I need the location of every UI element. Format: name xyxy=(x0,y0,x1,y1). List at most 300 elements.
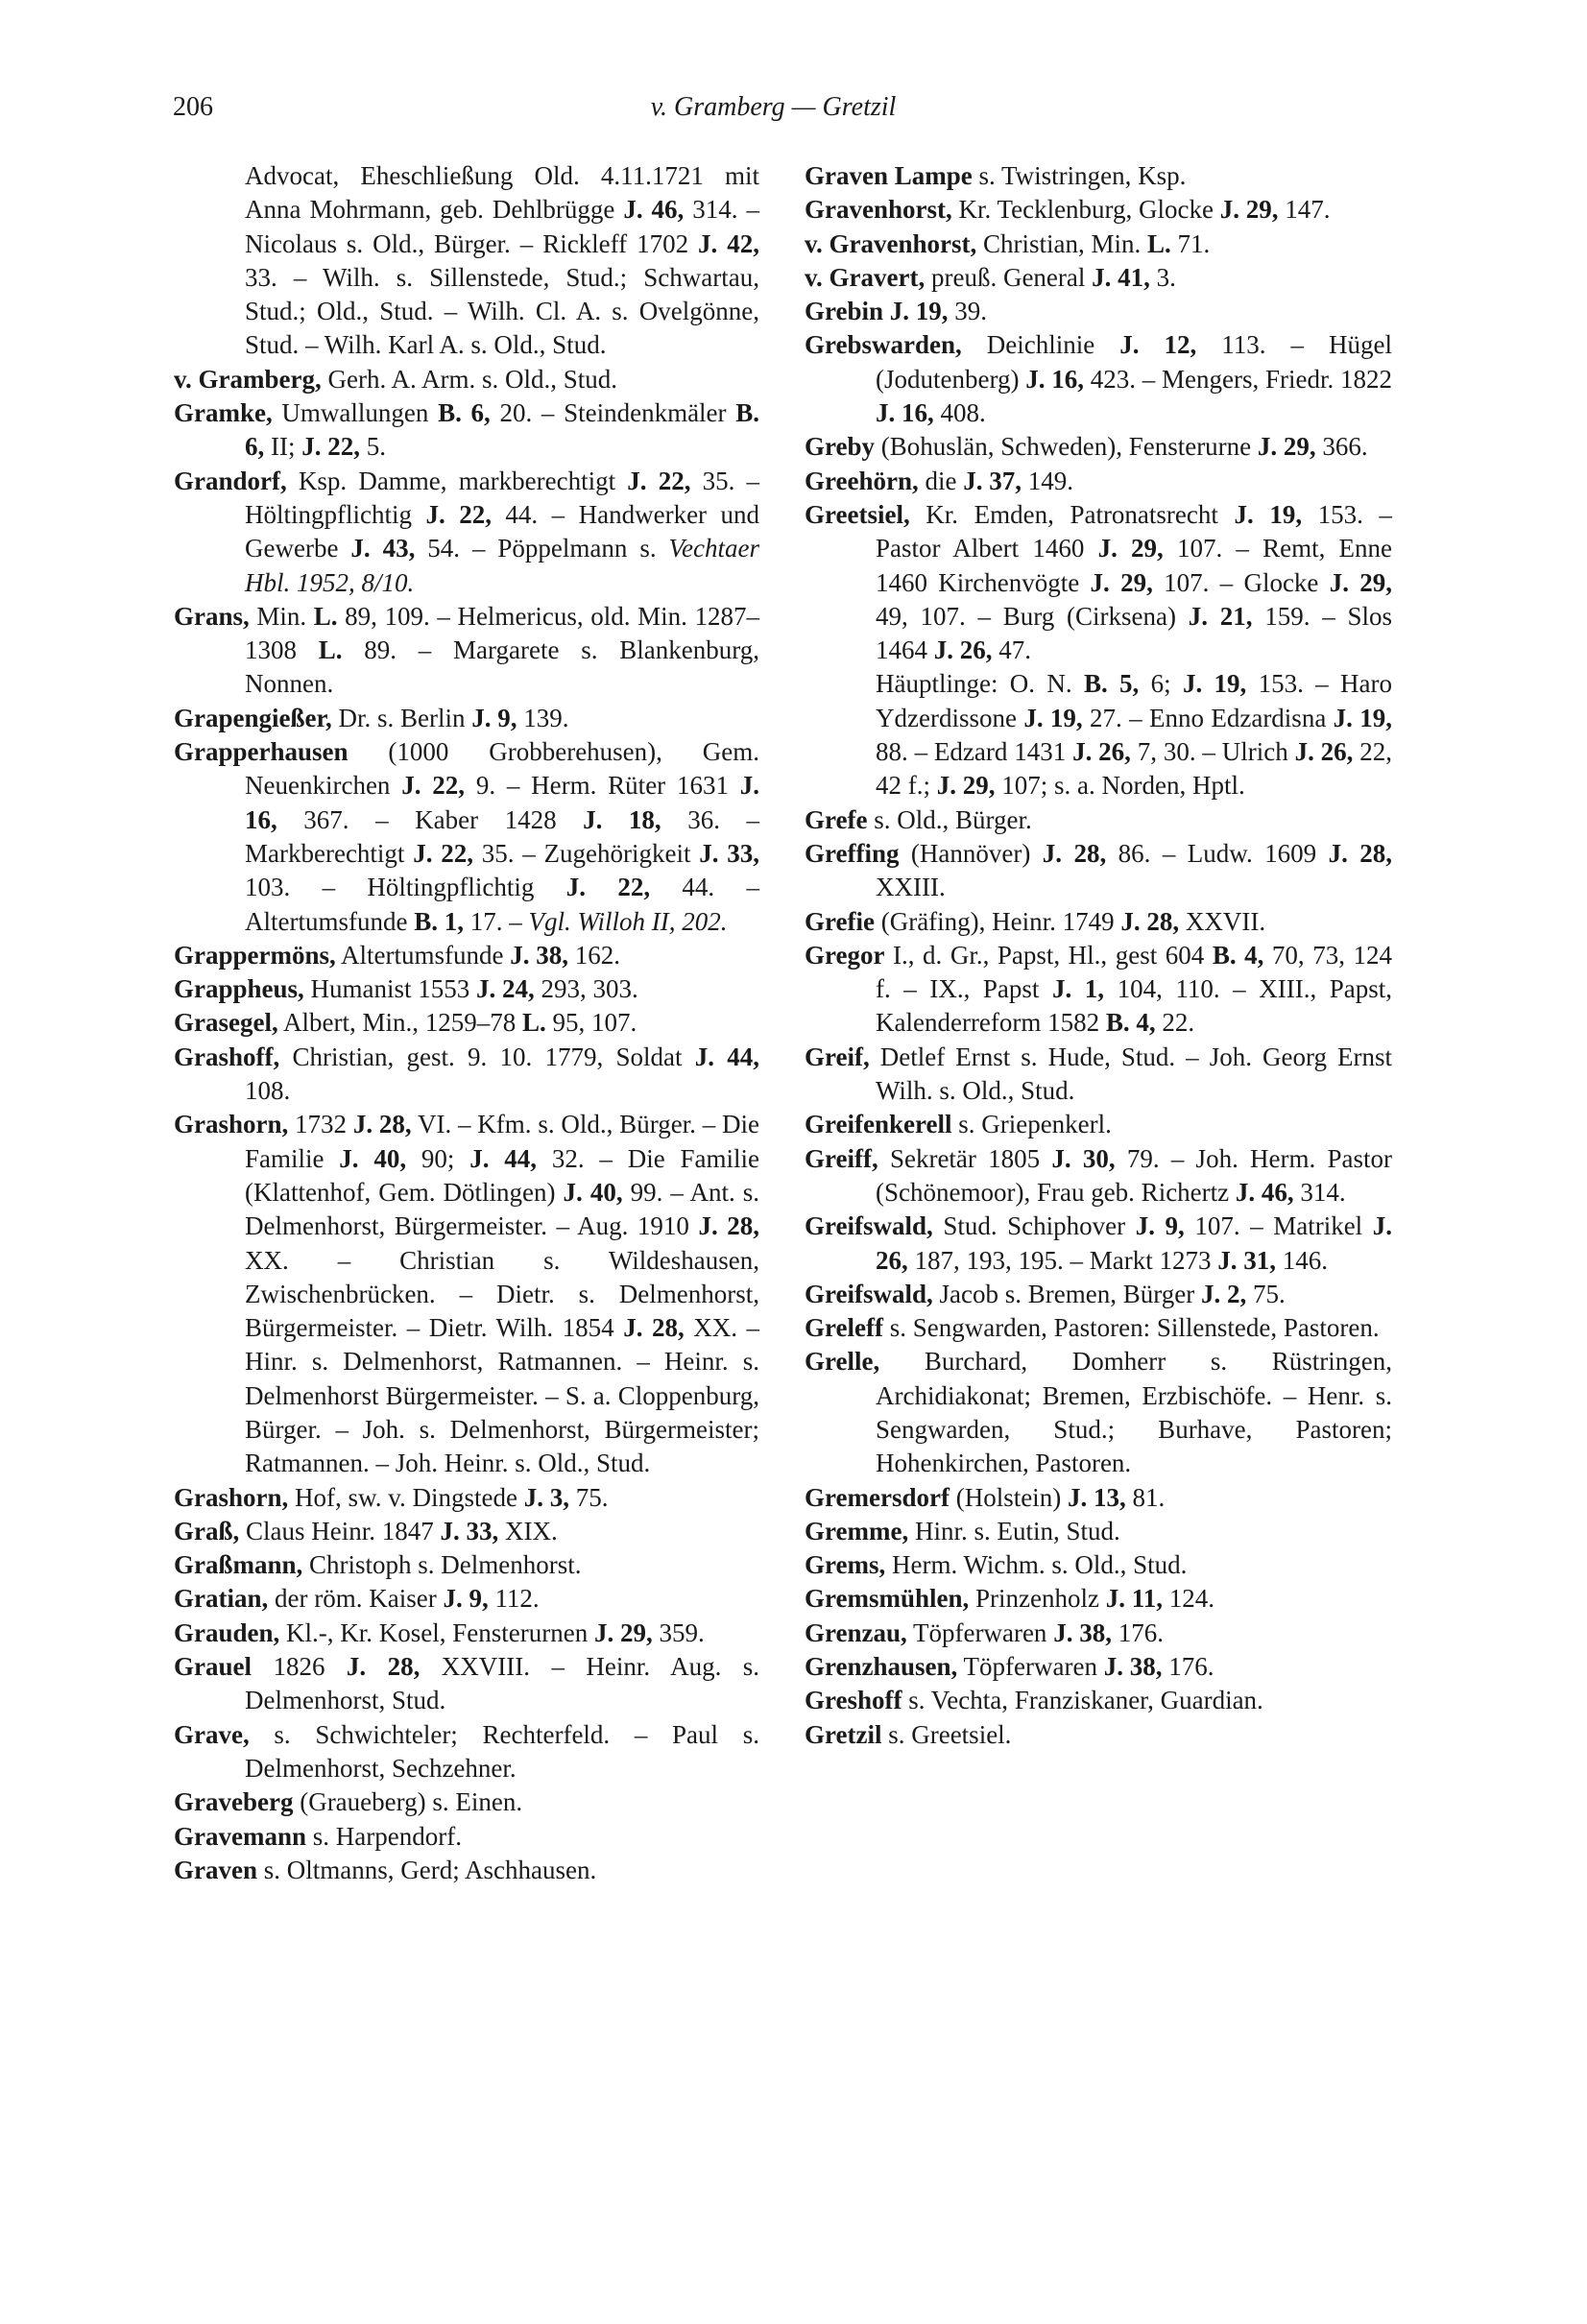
entry-text: 89. – Margarete s. Blankenburg, Nonnen. xyxy=(245,635,759,699)
entry-text: 7, 30. – Ulrich xyxy=(1130,737,1295,767)
index-entry xyxy=(805,498,1392,667)
entry-headword: Greleff xyxy=(805,1313,883,1343)
entry-text: 79. – Joh. Herm. Pastor (Schönemoor), Frau geb. Richertz xyxy=(876,1143,1393,1207)
entry-reference: J. 12, xyxy=(1119,330,1197,360)
entry-text: 1826 xyxy=(252,1652,347,1682)
entry-text: Jacob s. Bremen, Bürger xyxy=(932,1279,1201,1308)
entry-reference: B. 5, xyxy=(1083,669,1140,699)
entry-headword: Gretzil xyxy=(805,1719,882,1749)
entry-text: 1732 xyxy=(288,1110,353,1139)
left-column xyxy=(174,159,759,1887)
index-entry xyxy=(174,1785,759,1819)
entry-text: 39. xyxy=(948,297,988,326)
entry-text: 366. xyxy=(1315,432,1368,462)
entry-reference: J. 28, xyxy=(1328,838,1393,868)
entry-text: Detlef Ernst s. Hude, Stud. – Joh. Georg Ernst Wilh. s. Old., Stud. xyxy=(869,1042,1392,1106)
entry-headword: Greshoff xyxy=(805,1686,902,1715)
entry-headword: Gremsmühlen, xyxy=(805,1584,970,1614)
entry-headword: Grandorf, xyxy=(174,466,287,495)
index-entry xyxy=(174,159,759,363)
entry-text: Ksp. Damme, markberechtigt xyxy=(286,466,628,495)
entry-reference: J. 41, xyxy=(1092,262,1150,292)
page-number: 206 xyxy=(173,92,213,122)
entry-text: s. Harpendorf. xyxy=(306,1821,462,1851)
entry-text: Kr. Tecklenburg, Glocke xyxy=(951,195,1220,225)
entry-text: Altertumsfunde xyxy=(335,940,511,970)
entry-reference: J. 16, xyxy=(876,398,934,428)
index-entry xyxy=(805,1142,1392,1210)
entry-text: XXVIII. – Heinr. Aug. s. Delmenhorst, Stud. xyxy=(245,1652,760,1715)
running-title: v. Gramberg — Gretzil xyxy=(650,92,897,122)
entry-headword: Graveberg xyxy=(174,1787,294,1817)
entry-text: 90; xyxy=(406,1143,470,1173)
entry-reference: B. 1, xyxy=(414,906,464,936)
entry-citation: Vechtaer Hbl. 1952, 8/10. xyxy=(245,534,760,597)
entry-reference: J. 22, xyxy=(425,499,492,529)
entry-text: 36. – Markberechtigt xyxy=(245,804,760,868)
index-entry xyxy=(805,1582,1392,1616)
index-entry xyxy=(805,1311,1392,1345)
index-entry xyxy=(805,228,1392,261)
entry-text: 314. xyxy=(1293,1177,1346,1207)
entry-reference: J. 22, xyxy=(565,873,651,902)
entry-text: XX. – Hinr. s. Delmenhorst, Ratmannen. – Heinr. s. Delmenhorst Bürgermeister. – S. a. Cloppenburg, Bürger. – Joh. s. Delmenhorst, Bürgermeister; Ratmannen. – Joh. Heinr. s. Old., Stud. xyxy=(245,1313,759,1478)
entry-text: die xyxy=(918,466,964,495)
index-entry xyxy=(805,1345,1392,1480)
entry-reference: J. 44, xyxy=(694,1042,759,1071)
entry-reference: J. 29, xyxy=(593,1617,653,1647)
entry-reference: J. 29, xyxy=(1329,567,1393,597)
entry-text: 187, 193, 195. – Markt 1273 xyxy=(907,1245,1218,1275)
entry-text: Kl.-, Kr. Kosel, Fensterurnen xyxy=(279,1617,594,1647)
entry-headword: Grans, xyxy=(174,601,250,631)
entry-text: Stud. Schiphover xyxy=(932,1211,1136,1241)
entry-text: XXIII. xyxy=(876,873,946,902)
entry-headword: Gremersdorf xyxy=(805,1482,950,1512)
entry-text: 35. – Höltingpflichtig xyxy=(245,466,759,529)
entry-text: s. Old., Bürger. xyxy=(867,804,1032,834)
entry-text: 359. xyxy=(652,1617,705,1647)
entry-text: (Gräfing), Heinr. 1749 xyxy=(874,906,1121,936)
entry-reference: J. 28, xyxy=(623,1313,685,1343)
entry-text: Min. xyxy=(249,601,314,631)
index-entry xyxy=(805,1617,1392,1650)
entry-headword: Gratian, xyxy=(174,1584,269,1614)
entry-reference: J. 46, xyxy=(623,195,685,225)
index-entry xyxy=(805,1210,1392,1278)
entry-headword: Grebin xyxy=(805,297,884,326)
index-entry xyxy=(174,1582,759,1616)
entry-text: 35. – Zugehörigkeit xyxy=(472,838,700,868)
index-entry xyxy=(805,465,1392,498)
entry-text: Advocat, Eheschließung Old. 4.11.1721 mit Anna Mohrmann, geb. Dehlbrügge xyxy=(245,161,759,225)
entry-reference: J. 28, xyxy=(1042,838,1107,868)
entry-text: 103. – Höltingpflichtig xyxy=(245,873,566,902)
entry-headword: Gregor xyxy=(805,940,885,970)
entry-reference: J. 31, xyxy=(1217,1245,1276,1275)
entry-text: Sekretär 1805 xyxy=(878,1143,1052,1173)
entry-reference: J. 28, xyxy=(346,1652,421,1682)
entry-reference: J. 38, xyxy=(1103,1652,1163,1682)
entry-text: 112. xyxy=(488,1584,540,1614)
entry-text: (Bohuslän, Schweden), Fensterurne xyxy=(875,432,1258,462)
entry-reference: J. 33, xyxy=(699,838,759,868)
entry-text: 47. xyxy=(992,635,1031,665)
entry-text: 95, 107. xyxy=(545,1008,637,1038)
entry-reference: J. 19, xyxy=(1023,703,1083,732)
index-entry xyxy=(174,600,759,702)
index-entry xyxy=(174,1548,759,1582)
entry-headword: Grave, xyxy=(174,1719,250,1749)
entry-text: 124. xyxy=(1163,1584,1214,1614)
index-entry xyxy=(174,735,759,939)
entry-headword: Grefe xyxy=(805,804,868,834)
entry-text: 147. xyxy=(1278,195,1331,225)
entry-text: 22, 42 f.; xyxy=(876,737,1393,801)
entry-headword: Greifswald, xyxy=(805,1279,933,1308)
entry-text: 49, 107. – Burg (Cirksena) xyxy=(876,601,1189,631)
entry-text: Töpferwaren xyxy=(957,1652,1104,1682)
index-entry xyxy=(805,295,1392,328)
entry-text: Albert, Min., 1259–78 xyxy=(277,1008,522,1038)
entry-text: 44. – Handwerker und Gewerbe xyxy=(245,499,760,563)
entry-text: (Hannöver) xyxy=(899,838,1043,868)
entry-headword: v. Gravert, xyxy=(805,262,926,292)
entry-headword: Grefie xyxy=(805,906,875,936)
entry-text: s. Sengwarden, Pastoren: Sillenstede, Pastoren. xyxy=(882,1313,1380,1343)
index-entry xyxy=(174,363,759,396)
entry-text: 44. – Altertumsfunde xyxy=(245,873,760,936)
entry-text: 367. – Kaber 1428 xyxy=(277,804,584,834)
entry-headword: Grasegel, xyxy=(174,1008,278,1038)
entry-reference: J. 9, xyxy=(471,703,517,732)
entry-reference: J. 22, xyxy=(401,771,466,801)
entry-text: Dr. s. Berlin xyxy=(331,703,472,732)
entry-text: 71. xyxy=(1170,228,1211,258)
entry-text: Kr. Emden, Patronatsrecht xyxy=(909,499,1235,529)
index-entry xyxy=(174,1515,759,1548)
index-entry xyxy=(174,1108,759,1480)
entry-reference: J. 9, xyxy=(1135,1211,1185,1241)
entry-text: (1000 Grobberehusen), Gem. Neuenkirchen xyxy=(245,737,759,801)
entry-text xyxy=(883,297,890,325)
entry-text: 107. – Glocke xyxy=(1152,567,1330,597)
entry-reference: J. 9, xyxy=(443,1584,489,1614)
entry-text: 162. xyxy=(567,940,620,970)
entry-text: 6; xyxy=(1139,669,1183,699)
entry-reference: J. 13, xyxy=(1067,1482,1126,1512)
entry-text: Claus Heinr. 1847 xyxy=(239,1516,441,1545)
entry-headword: Greifenkerell xyxy=(805,1110,952,1139)
entry-reference: L. xyxy=(318,635,343,665)
index-entry xyxy=(805,261,1392,295)
entry-text: XX. – Christian s. Wildeshausen, Zwischenbrücken. – Dietr. s. Delmenhorst, Bürgermeister. – Dietr. Wilh. 1854 xyxy=(245,1245,759,1343)
entry-text: preuß. General xyxy=(925,262,1093,292)
entry-text: s. Greetsiel. xyxy=(881,1719,1012,1749)
entry-reference: J. 28, xyxy=(698,1211,760,1241)
index-entry xyxy=(174,702,759,735)
entry-headword: Graß, xyxy=(174,1516,240,1545)
entry-text: Herm. Wichm. s. Old., Stud. xyxy=(885,1550,1188,1580)
entry-reference: J. 26, xyxy=(933,635,993,665)
entry-text: 33. – Wilh. s. Sillenstede, Stud.; Schwartau, Stud.; Old., Stud. – Wilh. Cl. A. s. Ovelgönne, Stud. – Wilh. Karl A. s. Old., Stud. xyxy=(245,262,759,360)
entry-reference: J. 3, xyxy=(523,1482,569,1512)
index-entry xyxy=(805,1548,1392,1582)
entry-text: VI. – Kfm. s. Old., Bürger. – Die Familie xyxy=(245,1110,760,1173)
entry-reference: B. 4, xyxy=(1105,1008,1156,1038)
right-column xyxy=(805,159,1392,1752)
entry-reference: J. 18, xyxy=(583,804,661,834)
entry-headword: Grappheus, xyxy=(174,974,304,1004)
index-entry xyxy=(174,1718,759,1786)
index-entry xyxy=(174,1617,759,1650)
entry-text: Prinzenholz xyxy=(969,1584,1106,1614)
index-entry xyxy=(805,1108,1392,1141)
entry-text: 75. xyxy=(1246,1279,1286,1308)
index-entry xyxy=(174,1006,759,1040)
entry-text: Töpferwaren xyxy=(906,1617,1054,1647)
entry-headword: Grashoff, xyxy=(174,1042,280,1071)
entry-headword: Greehörn, xyxy=(805,466,919,495)
entry-headword: Grebswarden, xyxy=(805,330,962,360)
entry-reference: J. 29, xyxy=(936,771,996,801)
entry-headword: Grenzau, xyxy=(805,1617,907,1647)
entry-text: 9. – Herm. Rüter 1631 xyxy=(465,771,740,801)
entry-text: (Holstein) xyxy=(949,1482,1068,1512)
entry-headword: Greiff, xyxy=(805,1143,878,1173)
entry-reference: J. 44, xyxy=(469,1143,538,1173)
entry-text: 104, 110. – XIII., Papst, Kalenderreform 1582 xyxy=(876,974,1393,1038)
index-entry xyxy=(174,396,759,465)
entry-text: 149. xyxy=(1021,466,1073,495)
entry-reference: J. 19, xyxy=(1333,703,1393,732)
entry-reference: L. xyxy=(521,1008,546,1038)
entry-text: 423. – Mengers, Friedr. 1822 xyxy=(1084,364,1393,394)
index-entry xyxy=(174,1481,759,1515)
entry-reference: J. 26, xyxy=(1294,737,1354,767)
entry-reference: J. 16, xyxy=(1025,364,1084,394)
entry-text: (Graueberg) s. Einen. xyxy=(293,1787,523,1817)
entry-headword: Grashorn, xyxy=(174,1110,289,1139)
index-entry xyxy=(174,972,759,1006)
entry-headword: Grapengießer, xyxy=(174,703,332,732)
entry-reference: J. 1, xyxy=(1051,974,1105,1004)
index-entry xyxy=(805,1481,1392,1515)
index-entry xyxy=(805,667,1392,803)
entry-text: 5. xyxy=(359,432,386,462)
entry-text: Christian, gest. 9. 10. 1779, Soldat xyxy=(279,1042,695,1071)
entry-text: Gerh. A. Arm. s. Old., Stud. xyxy=(321,364,617,394)
entry-text: 108. xyxy=(245,1076,291,1106)
entry-text: 107. – Remt, Enne 1460 Kirchenvögte xyxy=(876,534,1392,597)
entry-text: Christian, Min. xyxy=(976,228,1148,258)
entry-reference: J. 24, xyxy=(476,974,535,1004)
index-entry xyxy=(174,1854,759,1887)
entry-reference: J. 38, xyxy=(510,940,568,970)
entry-reference: J. 19, xyxy=(1234,499,1303,529)
index-entry xyxy=(805,1650,1392,1684)
entry-headword: Greifswald, xyxy=(805,1211,933,1241)
entry-text: 153. – Pastor Albert 1460 xyxy=(876,499,1393,563)
entry-text: 107; s. a. Norden, Hptl. xyxy=(995,771,1245,801)
entry-text: Christoph s. Delmenhorst. xyxy=(302,1550,582,1580)
entry-text: Hinr. s. Eutin, Stud. xyxy=(908,1516,1120,1545)
index-entry xyxy=(805,1684,1392,1717)
entry-text: Humanist 1553 xyxy=(303,974,477,1004)
entry-reference: J. 30, xyxy=(1051,1143,1116,1173)
entry-headword: Graßmann, xyxy=(174,1550,303,1580)
index-entry xyxy=(805,905,1392,939)
entry-text: Burchard, Domherr s. Rüstringen, Archidiakonat; Bremen, Erzbischöfe. – Henr. s. Sengwarden, Stud.; Burhave, Pastoren; Hohenkirchen, Pastoren. xyxy=(876,1347,1392,1478)
entry-reference: B. 4, xyxy=(1212,940,1264,970)
entry-reference: J. 22, xyxy=(301,432,360,462)
page-header xyxy=(173,92,1374,138)
entry-reference: L. xyxy=(1147,228,1171,258)
entry-reference: J. 33, xyxy=(440,1516,499,1545)
entry-reference: J. 29, xyxy=(1097,534,1164,563)
entry-text: 75. xyxy=(568,1482,609,1512)
entry-text: 54. – Pöppelmann s. xyxy=(415,534,669,563)
entry-text: Umwallungen xyxy=(272,398,439,428)
entry-text: 113. – Hügel (Jodutenberg) xyxy=(876,330,1392,394)
entry-headword: v. Gravenhorst, xyxy=(805,228,977,258)
entry-text: s. Twistringen, Ksp. xyxy=(972,161,1187,190)
entry-headword: Grauel xyxy=(174,1652,252,1682)
entry-text: 88. – Edzard 1431 xyxy=(876,737,1073,767)
entry-headword: Greetsiel, xyxy=(805,499,910,529)
index-entry xyxy=(805,939,1392,1041)
index-entry xyxy=(805,328,1392,430)
entry-text: 159. – Slos 1464 xyxy=(876,601,1392,665)
entry-headword: Gravemann xyxy=(174,1821,306,1851)
entry-text: s. Vechta, Franziskaner, Guardian. xyxy=(902,1686,1263,1715)
entry-text: 99. – Ant. s. Delmenhorst, Bürgermeister. – Aug. 1910 xyxy=(245,1177,759,1241)
entry-text: 293, 303. xyxy=(534,974,638,1004)
entry-headword: Grauden, xyxy=(174,1617,280,1647)
entry-reference: J. 21, xyxy=(1188,601,1253,631)
index-entry xyxy=(174,465,759,600)
index-entry xyxy=(174,1820,759,1854)
entry-headword: Greby xyxy=(805,432,875,462)
entry-text: 3. xyxy=(1149,262,1176,292)
index-entry xyxy=(805,1718,1392,1752)
entry-text: II; xyxy=(264,432,302,462)
entry-headword: Gravenhorst, xyxy=(805,195,952,225)
entry-text: 107. – Matrikel xyxy=(1184,1211,1373,1241)
entry-text: 22. xyxy=(1155,1008,1195,1038)
entry-reference: J. 22, xyxy=(413,838,473,868)
entry-citation: Vgl. Willoh II, 202. xyxy=(528,906,728,936)
entry-text: s. Griepenkerl. xyxy=(951,1110,1112,1139)
index-entry xyxy=(805,1278,1392,1311)
entry-text: I., d. Gr., Papst, Hl., gest 604 xyxy=(884,940,1213,970)
entry-reference: J. 19, xyxy=(889,297,949,326)
entry-reference: B. 6, xyxy=(245,398,759,462)
entry-headword: Grelle, xyxy=(805,1347,880,1377)
entry-reference: J. 19, xyxy=(1182,669,1247,699)
entry-text: 408. xyxy=(933,398,986,428)
entry-text: 153. – Haro Ydzerdissone xyxy=(876,669,1392,732)
entry-reference: J. 16, xyxy=(245,771,759,834)
entry-text: Hof, sw. v. Dingstede xyxy=(288,1482,524,1512)
entry-text: XIX. xyxy=(498,1516,558,1545)
entry-text: der röm. Kaiser xyxy=(268,1584,444,1614)
entry-reference: J. 42, xyxy=(698,228,759,258)
index-entry xyxy=(805,430,1392,464)
entry-headword: Gremme, xyxy=(805,1516,909,1545)
entry-text: 17. – xyxy=(463,906,529,936)
index-entry xyxy=(805,1515,1392,1548)
entry-headword: Graven Lampe xyxy=(805,161,973,190)
index-entry xyxy=(805,837,1392,905)
entry-reference: L. xyxy=(313,601,338,631)
entry-reference: J. 43, xyxy=(350,534,416,563)
index-entry xyxy=(805,1041,1392,1109)
index-entry xyxy=(174,939,759,972)
entry-headword: Greif, xyxy=(805,1042,870,1071)
entry-headword: Graven xyxy=(174,1855,257,1884)
entry-headword: Grappermöns, xyxy=(174,940,336,970)
entry-reference: J. 40, xyxy=(563,1177,623,1207)
index-entry xyxy=(174,1650,759,1718)
entry-reference: J. 22, xyxy=(627,466,691,495)
entry-text: 70, 73, 124 f. – IX., Papst xyxy=(876,940,1393,1004)
entry-reference: J. 40, xyxy=(339,1143,407,1173)
entry-reference: J. 37, xyxy=(963,466,1022,495)
entry-text: Häuptlinge: O. N. xyxy=(876,669,1084,699)
entry-reference: B. 6, xyxy=(438,398,491,428)
entry-text: XXVII. xyxy=(1179,906,1266,936)
entry-reference: J. 28, xyxy=(1120,906,1180,936)
entry-reference: J. 28, xyxy=(352,1110,412,1139)
entry-headword: Grenzhausen, xyxy=(805,1652,958,1682)
entry-reference: J. 26, xyxy=(1072,737,1131,767)
entry-headword: v. Gramberg, xyxy=(174,364,322,394)
entry-text: 86. – Ludw. 1609 xyxy=(1106,838,1329,868)
entry-text: 32. – Die Familie (Klattenhof, Gem. Dötlingen) xyxy=(245,1143,759,1207)
entry-text: 27. – Enno Edzardisna xyxy=(1082,703,1334,732)
entry-reference: J. 38, xyxy=(1053,1617,1112,1647)
entry-headword: Grapperhausen xyxy=(174,737,349,767)
entry-reference: J. 29, xyxy=(1219,195,1279,225)
entry-headword: Gramke, xyxy=(174,398,273,428)
entry-headword: Grashorn, xyxy=(174,1482,289,1512)
index-entry xyxy=(174,1041,759,1109)
entry-headword: Greffing xyxy=(805,838,900,868)
entry-reference: J. 29, xyxy=(1090,567,1153,597)
entry-text: 314. – Nicolaus s. Old., Bürger. – Rickleff 1702 xyxy=(245,195,759,258)
entry-reference: J. 2, xyxy=(1200,1279,1247,1308)
entry-text: 146. xyxy=(1275,1245,1328,1275)
entry-headword: Grems, xyxy=(805,1550,886,1580)
entry-text: 89, 109. – Helmericus, old. Min. 1287–1308 xyxy=(245,601,759,665)
index-entry xyxy=(805,193,1392,227)
entry-text: s. Schwichteler; Rechterfeld. – Paul s. Delmenhorst, Sechzehner. xyxy=(245,1719,759,1783)
entry-reference: J. 29, xyxy=(1257,432,1316,462)
entry-text: 176. xyxy=(1111,1617,1164,1647)
entry-text: 20. – Steindenkmäler xyxy=(490,398,736,428)
entry-text: Deichlinie xyxy=(961,330,1120,360)
entry-text: 139. xyxy=(517,703,569,732)
entry-text: s. Oltmanns, Gerd; Aschhausen. xyxy=(257,1855,597,1884)
entry-reference: J. 11, xyxy=(1105,1584,1163,1614)
entry-text: 81. xyxy=(1125,1482,1166,1512)
index-entry xyxy=(805,159,1392,193)
entry-text: 176. xyxy=(1162,1652,1214,1682)
index-entry xyxy=(805,803,1392,837)
entry-reference: J. 26, xyxy=(876,1211,1392,1275)
entry-reference: J. 46, xyxy=(1235,1177,1294,1207)
